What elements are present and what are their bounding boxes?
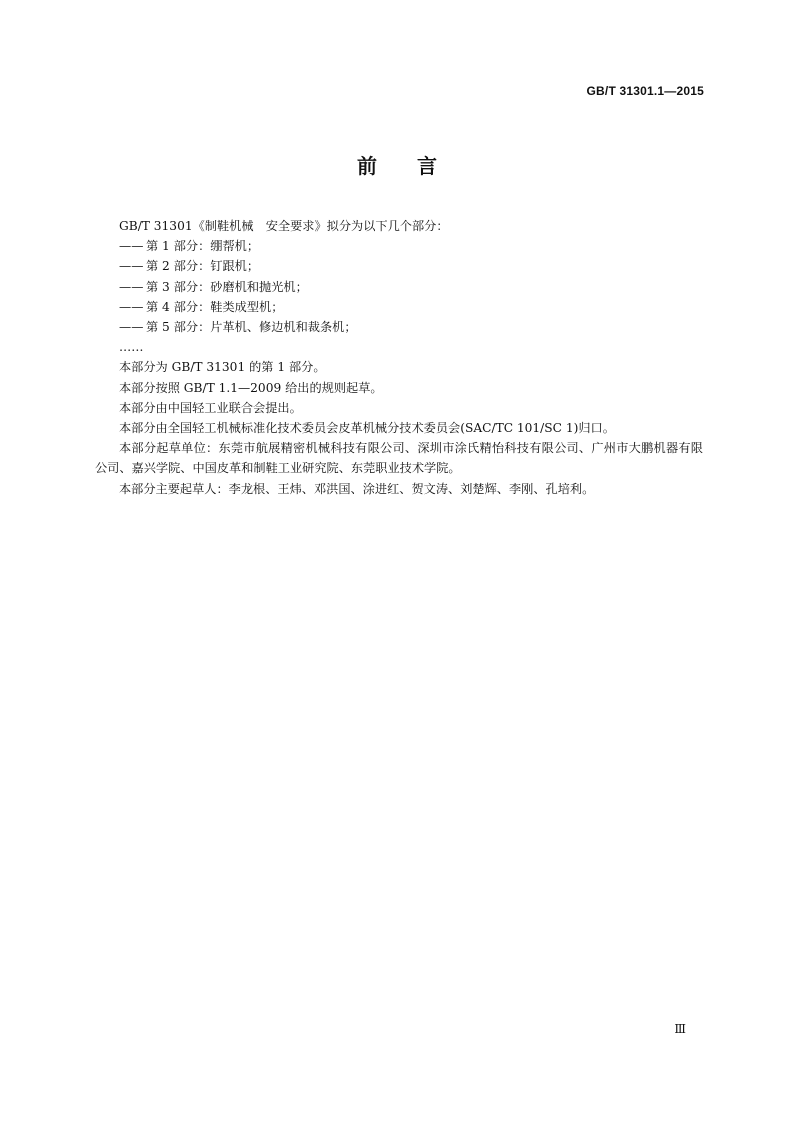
- paragraph-drafting-units: 本部分起草单位：东莞市航展精密机械科技有限公司、深圳市涂氏精怡科技有限公司、广州市大鹏机器有限公司、嘉兴学院、中国皮革和制鞋工业研究院、东莞职业技术学院。: [95, 441, 703, 476]
- paragraph-drafting-rules: 本部分按照 GB/T 1.1—2009 给出的规则起草。: [119, 380, 383, 395]
- paragraph-part-number: 本部分为 GB/T 31301 的第 1 部分。: [119, 360, 326, 375]
- list-item: [95, 256, 703, 276]
- ellipsis: ……: [119, 340, 144, 355]
- list-item-text: 第 4 部分：鞋类成型机；: [146, 299, 284, 314]
- list-dash: ——: [119, 259, 144, 274]
- list-item-text: 第 5 部分：片革机、修边机和裁条机；: [146, 320, 357, 335]
- list-item: [95, 277, 703, 297]
- list-item: [95, 317, 703, 337]
- list-item-text: 第 2 部分：钉跟机；: [146, 259, 260, 274]
- paragraph-proposer: 本部分由中国轻工业联合会提出。: [119, 400, 302, 415]
- list-dash: ——: [119, 320, 144, 335]
- list-dash: ——: [119, 299, 144, 314]
- list-dash: ——: [119, 279, 144, 294]
- standard-number: GB/T 31301.1—2015: [586, 84, 704, 98]
- document-body: [95, 216, 703, 499]
- paragraph-technical-committee: 本部分由全国轻工机械标准化技术委员会皮革机械分技术委员会(SAC/TC 101/SC 1)归口。: [119, 421, 615, 436]
- list-dash: ——: [119, 239, 144, 254]
- list-item: [95, 236, 703, 256]
- intro-paragraph: GB/T 31301《制鞋机械 安全要求》拟分为以下几个部分：: [119, 219, 449, 233]
- page-number: Ⅲ: [674, 1022, 686, 1036]
- list-item: [95, 297, 703, 317]
- paragraph-drafters: 本部分主要起草人：李龙根、王炜、邓洪国、涂进红、贺文涛、刘楚辉、李刚、孔培利。: [119, 481, 595, 496]
- list-item-text: 第 1 部分：绷帮机；: [146, 239, 260, 254]
- page-title: 前言: [357, 154, 477, 178]
- list-item-text: 第 3 部分：砂磨机和抛光机；: [146, 279, 308, 294]
